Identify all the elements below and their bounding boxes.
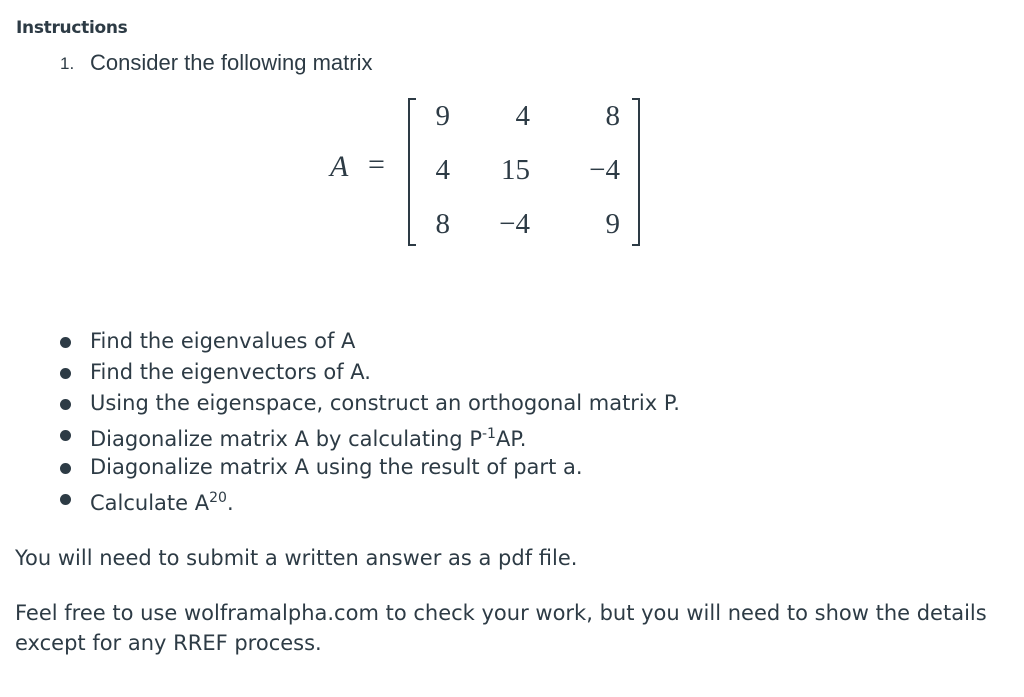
bullet-icon	[60, 368, 71, 379]
matrix-equation	[330, 98, 650, 248]
task-text-suffix: AP.	[495, 427, 527, 451]
matrix-cell: −4	[499, 208, 530, 240]
list-item	[60, 483, 680, 516]
bullet-icon	[60, 494, 71, 505]
task-text: Find the eigenvalues of A	[90, 329, 356, 353]
task-text-suffix: .	[226, 491, 234, 515]
list-item	[60, 452, 680, 483]
task-text: Calculate A	[90, 491, 210, 515]
equals-sign: =	[368, 148, 385, 181]
task-list	[60, 326, 680, 516]
matrix-cell: 9	[605, 208, 620, 240]
list-item	[60, 419, 680, 452]
bullet-icon	[60, 430, 71, 441]
list-item	[60, 326, 680, 357]
bullet-icon	[60, 399, 71, 410]
question-text: Consider the following matrix	[90, 50, 373, 75]
question-number: 1.	[60, 54, 75, 73]
superscript: -1	[481, 426, 496, 442]
resource-note: Feel free to use wolframalpha.com to check your work, but you will need to show the details except for any RREF process.	[15, 601, 987, 655]
right-bracket	[632, 98, 640, 246]
matrix-cell: 4	[515, 100, 530, 132]
matrix-cell: 15	[501, 154, 530, 186]
task-text: Diagonalize matrix A by calculating P	[90, 427, 482, 451]
matrix-name: A	[330, 150, 349, 183]
matrix-cell: 4	[435, 154, 450, 186]
bullet-icon	[60, 337, 71, 348]
list-item	[60, 388, 680, 419]
instructions-heading: Instructions	[16, 18, 128, 38]
matrix-cell: −4	[589, 154, 620, 186]
bullet-icon	[60, 463, 71, 474]
task-text: Find the eigenvectors of A.	[90, 360, 371, 384]
list-item	[60, 357, 680, 388]
task-text: Diagonalize matrix A using the result of part a.	[90, 455, 583, 479]
superscript: 20	[209, 490, 227, 506]
matrix-cell: 8	[605, 100, 620, 132]
task-text: Using the eigenspace, construct an orthogonal matrix P.	[90, 391, 680, 415]
submission-note: You will need to submit a written answer as a pdf file.	[15, 546, 578, 570]
matrix-cell: 9	[435, 100, 450, 132]
matrix-cell: 8	[435, 208, 450, 240]
